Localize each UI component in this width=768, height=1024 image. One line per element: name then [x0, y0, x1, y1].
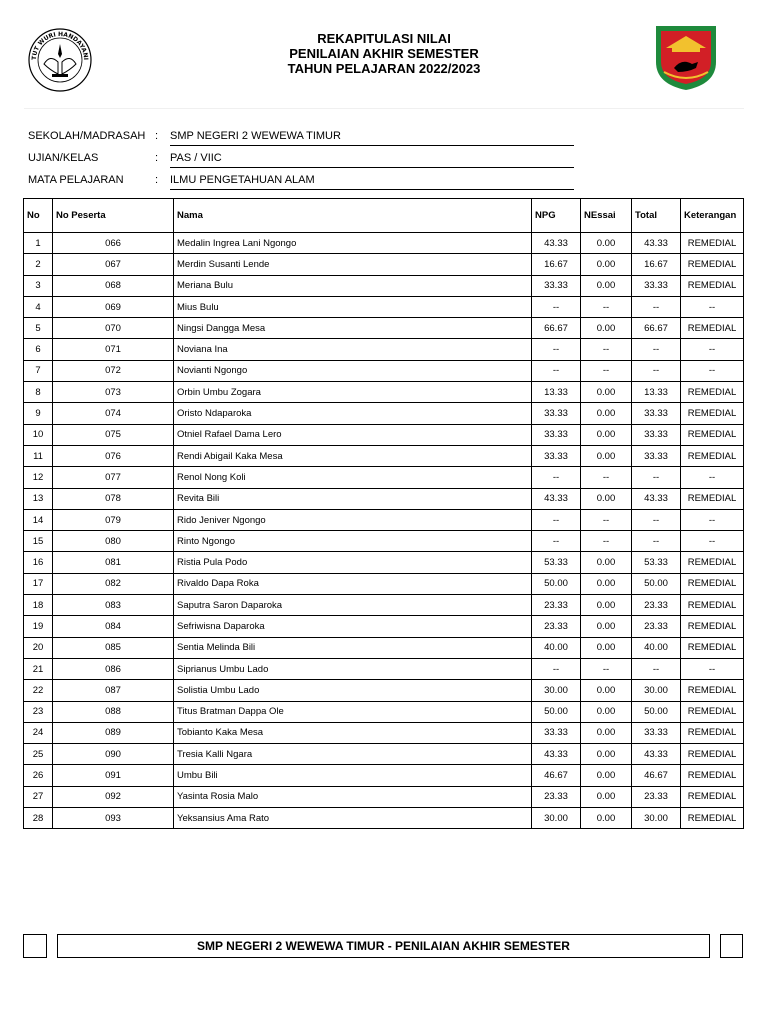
cell-nessai: 0.00 [581, 275, 632, 296]
cell-nama: Titus Bratman Dappa Ole [174, 701, 532, 722]
cell-nama: Noviana Ina [174, 339, 532, 360]
cell-no: 19 [24, 616, 53, 637]
cell-total: -- [632, 467, 681, 488]
cell-nessai: 0.00 [581, 403, 632, 424]
cell-nama: Orbin Umbu Zogara [174, 382, 532, 403]
cell-nama: Rido Jeniver Ngongo [174, 509, 532, 530]
cell-nama: Tresia Kalli Ngara [174, 744, 532, 765]
cell-no: 13 [24, 488, 53, 509]
cell-nama: Rivaldo Dapa Roka [174, 573, 532, 594]
cell-nessai: 0.00 [581, 765, 632, 786]
cell-keterangan: REMEDIAL [681, 616, 744, 637]
cell-keterangan: REMEDIAL [681, 424, 744, 445]
cell-keterangan: REMEDIAL [681, 403, 744, 424]
table-row [24, 233, 744, 254]
cell-total: 23.33 [632, 786, 681, 807]
cell-keterangan: REMEDIAL [681, 318, 744, 339]
header-npg: NPG [532, 199, 581, 233]
cell-no: 22 [24, 680, 53, 701]
cell-no: 3 [24, 275, 53, 296]
table-row [24, 467, 744, 488]
cell-npg: -- [532, 360, 581, 381]
table-body [24, 233, 744, 829]
table-row [24, 637, 744, 658]
cell-total: -- [632, 509, 681, 530]
cell-nessai: 0.00 [581, 595, 632, 616]
cell-no-peserta: 089 [53, 722, 174, 743]
cell-total: 33.33 [632, 403, 681, 424]
cell-no: 4 [24, 296, 53, 317]
cell-no-peserta: 077 [53, 467, 174, 488]
cell-total: 50.00 [632, 573, 681, 594]
cell-total: -- [632, 531, 681, 552]
cell-no: 2 [24, 254, 53, 275]
cell-nama: Merdin Susanti Lende [174, 254, 532, 275]
cell-no: 10 [24, 424, 53, 445]
cell-nama: Rendi Abigail Kaka Mesa [174, 445, 532, 466]
cell-no: 23 [24, 701, 53, 722]
cell-keterangan: -- [681, 467, 744, 488]
cell-keterangan: REMEDIAL [681, 233, 744, 254]
cell-total: 43.33 [632, 744, 681, 765]
cell-npg: -- [532, 296, 581, 317]
cell-no: 16 [24, 552, 53, 573]
cell-npg: -- [532, 467, 581, 488]
cell-npg: -- [532, 509, 581, 530]
cell-nama: Tobianto Kaka Mesa [174, 722, 532, 743]
cell-no: 9 [24, 403, 53, 424]
cell-nessai: 0.00 [581, 318, 632, 339]
cell-nama: Renol Nong Koli [174, 467, 532, 488]
header-keterangan: Keterangan [681, 199, 744, 233]
table-row [24, 339, 744, 360]
info-colon: : [155, 130, 159, 142]
cell-nessai: 0.00 [581, 744, 632, 765]
footer-left-box [23, 934, 47, 958]
table-row [24, 509, 744, 530]
cell-no-peserta: 079 [53, 509, 174, 530]
cell-keterangan: REMEDIAL [681, 275, 744, 296]
cell-no: 15 [24, 531, 53, 552]
cell-nama: Solistia Umbu Lado [174, 680, 532, 701]
cell-no: 18 [24, 595, 53, 616]
cell-npg: 66.67 [532, 318, 581, 339]
cell-no: 1 [24, 233, 53, 254]
info-value-class: PAS / VIIC [170, 152, 574, 168]
cell-no: 11 [24, 445, 53, 466]
table-row [24, 744, 744, 765]
cell-no: 21 [24, 658, 53, 679]
cell-nama: Meriana Bulu [174, 275, 532, 296]
cell-nama: Umbu Bili [174, 765, 532, 786]
cell-keterangan: REMEDIAL [681, 744, 744, 765]
footer-right-box [720, 934, 743, 958]
cell-no-peserta: 076 [53, 445, 174, 466]
cell-keterangan: REMEDIAL [681, 786, 744, 807]
cell-no: 25 [24, 744, 53, 765]
cell-nama: Siprianus Umbu Lado [174, 658, 532, 679]
cell-nessai: 0.00 [581, 722, 632, 743]
cell-no: 17 [24, 573, 53, 594]
cell-npg: 40.00 [532, 637, 581, 658]
cell-keterangan: REMEDIAL [681, 765, 744, 786]
cell-no-peserta: 074 [53, 403, 174, 424]
cell-nama: Ristia Pula Podo [174, 552, 532, 573]
table-row [24, 680, 744, 701]
cell-no-peserta: 093 [53, 808, 174, 829]
document-title [180, 31, 588, 76]
cell-nessai: 0.00 [581, 680, 632, 701]
table-row [24, 382, 744, 403]
table-row [24, 403, 744, 424]
cell-no-peserta: 066 [53, 233, 174, 254]
cell-no-peserta: 084 [53, 616, 174, 637]
cell-nama: Sentia Melinda Bili [174, 637, 532, 658]
cell-keterangan: -- [681, 509, 744, 530]
info-row-school [28, 128, 588, 150]
cell-nessai: -- [581, 339, 632, 360]
cell-no-peserta: 073 [53, 382, 174, 403]
header-nessai: NEssai [581, 199, 632, 233]
cell-nessai: -- [581, 360, 632, 381]
cell-npg: 30.00 [532, 680, 581, 701]
cell-no-peserta: 070 [53, 318, 174, 339]
cell-nessai: -- [581, 296, 632, 317]
info-value-school: SMP NEGERI 2 WEWEWA TIMUR [170, 130, 574, 146]
cell-total: 43.33 [632, 488, 681, 509]
table-row [24, 296, 744, 317]
cell-no: 6 [24, 339, 53, 360]
cell-no-peserta: 085 [53, 637, 174, 658]
cell-total: 23.33 [632, 595, 681, 616]
cell-no: 12 [24, 467, 53, 488]
cell-keterangan: REMEDIAL [681, 637, 744, 658]
cell-nama: Yeksansius Ama Rato [174, 808, 532, 829]
cell-total: 33.33 [632, 424, 681, 445]
header-no: No [24, 199, 53, 233]
cell-nessai: 0.00 [581, 382, 632, 403]
table-row [24, 254, 744, 275]
footer-banner: SMP NEGERI 2 WEWEWA TIMUR - PENILAIAN AKHIR SEMESTER [57, 934, 710, 958]
cell-no-peserta: 081 [53, 552, 174, 573]
title-line-3: TAHUN PELAJARAN 2022/2023 [287, 61, 481, 76]
cell-nessai: -- [581, 467, 632, 488]
table-row [24, 488, 744, 509]
regional-emblem-logo [652, 22, 720, 92]
info-label: MATA PELAJARAN [28, 174, 124, 186]
cell-npg: 43.33 [532, 233, 581, 254]
cell-no-peserta: 071 [53, 339, 174, 360]
table-row [24, 360, 744, 381]
table-row [24, 765, 744, 786]
table-row [24, 573, 744, 594]
cell-no: 28 [24, 808, 53, 829]
info-row-class [28, 150, 588, 172]
table-row [24, 424, 744, 445]
cell-keterangan: REMEDIAL [681, 573, 744, 594]
cell-total: 30.00 [632, 808, 681, 829]
cell-keterangan: -- [681, 339, 744, 360]
cell-keterangan: -- [681, 360, 744, 381]
cell-nessai: 0.00 [581, 786, 632, 807]
cell-keterangan: -- [681, 531, 744, 552]
cell-nessai: -- [581, 658, 632, 679]
cell-npg: 33.33 [532, 722, 581, 743]
cell-nama: Medalin Ingrea Lani Ngongo [174, 233, 532, 254]
cell-npg: 43.33 [532, 744, 581, 765]
cell-no-peserta: 075 [53, 424, 174, 445]
cell-npg: 53.33 [532, 552, 581, 573]
cell-no-peserta: 092 [53, 786, 174, 807]
cell-npg: 23.33 [532, 786, 581, 807]
cell-total: 53.33 [632, 552, 681, 573]
cell-npg: -- [532, 531, 581, 552]
cell-keterangan: REMEDIAL [681, 488, 744, 509]
cell-nama: Revita Bili [174, 488, 532, 509]
table-row [24, 616, 744, 637]
cell-npg: 33.33 [532, 445, 581, 466]
table-row [24, 531, 744, 552]
cell-keterangan: REMEDIAL [681, 808, 744, 829]
cell-total: 23.33 [632, 616, 681, 637]
cell-keterangan: -- [681, 658, 744, 679]
cell-total: 30.00 [632, 680, 681, 701]
cell-total: 13.33 [632, 382, 681, 403]
cell-npg: 50.00 [532, 701, 581, 722]
cell-nessai: 0.00 [581, 233, 632, 254]
cell-no-peserta: 072 [53, 360, 174, 381]
cell-nama: Ningsi Dangga Mesa [174, 318, 532, 339]
cell-total: 33.33 [632, 275, 681, 296]
cell-no: 8 [24, 382, 53, 403]
cell-nama: Novianti Ngongo [174, 360, 532, 381]
logo-left-text: TUT WURI HANDAYANI [30, 30, 90, 61]
table-row [24, 658, 744, 679]
cell-nessai: 0.00 [581, 637, 632, 658]
cell-nessai: 0.00 [581, 552, 632, 573]
title-line-1: REKAPITULASI NILAI [317, 31, 451, 46]
cell-total: -- [632, 296, 681, 317]
cell-no-peserta: 069 [53, 296, 174, 317]
cell-nessai: 0.00 [581, 254, 632, 275]
cell-total: 43.33 [632, 233, 681, 254]
cell-nama: Otniel Rafael Dama Lero [174, 424, 532, 445]
table-row [24, 722, 744, 743]
cell-no-peserta: 091 [53, 765, 174, 786]
cell-no-peserta: 090 [53, 744, 174, 765]
cell-nessai: 0.00 [581, 424, 632, 445]
cell-nama: Yasinta Rosia Malo [174, 786, 532, 807]
info-row-subject [28, 172, 588, 194]
cell-total: -- [632, 360, 681, 381]
cell-no: 26 [24, 765, 53, 786]
cell-npg: 50.00 [532, 573, 581, 594]
exam-info [28, 128, 588, 194]
cell-npg: 33.33 [532, 275, 581, 296]
cell-npg: 16.67 [532, 254, 581, 275]
header-divider [24, 108, 744, 109]
cell-total: 16.67 [632, 254, 681, 275]
cell-keterangan: REMEDIAL [681, 552, 744, 573]
cell-no-peserta: 083 [53, 595, 174, 616]
cell-no-peserta: 067 [53, 254, 174, 275]
cell-keterangan: REMEDIAL [681, 382, 744, 403]
cell-no-peserta: 080 [53, 531, 174, 552]
table-row [24, 445, 744, 466]
cell-nama: Saputra Saron Daparoka [174, 595, 532, 616]
cell-npg: -- [532, 339, 581, 360]
table-row [24, 275, 744, 296]
info-colon: : [155, 174, 159, 186]
cell-nessai: 0.00 [581, 445, 632, 466]
cell-nessai: 0.00 [581, 573, 632, 594]
cell-npg: 30.00 [532, 808, 581, 829]
cell-no-peserta: 068 [53, 275, 174, 296]
cell-npg: 46.67 [532, 765, 581, 786]
cell-total: -- [632, 339, 681, 360]
cell-no: 5 [24, 318, 53, 339]
cell-nama: Rinto Ngongo [174, 531, 532, 552]
cell-keterangan: -- [681, 296, 744, 317]
header-nama: Nama [174, 199, 532, 233]
grades-table [23, 198, 744, 829]
cell-nama: Mius Bulu [174, 296, 532, 317]
cell-npg: 33.33 [532, 403, 581, 424]
title-line-2: PENILAIAN AKHIR SEMESTER [289, 46, 479, 61]
table-row [24, 808, 744, 829]
cell-nessai: 0.00 [581, 616, 632, 637]
info-colon: : [155, 152, 159, 164]
cell-keterangan: REMEDIAL [681, 680, 744, 701]
cell-npg: 23.33 [532, 595, 581, 616]
cell-total: -- [632, 658, 681, 679]
table-row [24, 595, 744, 616]
info-label: UJIAN/KELAS [28, 152, 99, 164]
tut-wuri-handayani-logo [24, 24, 96, 92]
info-value-subject: ILMU PENGETAHUAN ALAM [170, 174, 574, 190]
cell-keterangan: REMEDIAL [681, 701, 744, 722]
cell-no-peserta: 086 [53, 658, 174, 679]
cell-no: 27 [24, 786, 53, 807]
cell-npg: -- [532, 658, 581, 679]
cell-no: 7 [24, 360, 53, 381]
table-row [24, 701, 744, 722]
cell-nessai: 0.00 [581, 488, 632, 509]
cell-npg: 23.33 [532, 616, 581, 637]
cell-keterangan: REMEDIAL [681, 595, 744, 616]
cell-nessai: 0.00 [581, 808, 632, 829]
cell-nama: Oristo Ndaparoka [174, 403, 532, 424]
cell-keterangan: REMEDIAL [681, 445, 744, 466]
cell-keterangan: REMEDIAL [681, 722, 744, 743]
cell-no-peserta: 088 [53, 701, 174, 722]
table-row [24, 318, 744, 339]
cell-no-peserta: 082 [53, 573, 174, 594]
cell-nessai: 0.00 [581, 701, 632, 722]
cell-total: 66.67 [632, 318, 681, 339]
header-total: Total [632, 199, 681, 233]
cell-total: 33.33 [632, 445, 681, 466]
table-row [24, 786, 744, 807]
cell-nessai: -- [581, 509, 632, 530]
cell-nama: Sefriwisna Daparoka [174, 616, 532, 637]
cell-total: 50.00 [632, 701, 681, 722]
cell-nessai: -- [581, 531, 632, 552]
cell-no: 14 [24, 509, 53, 530]
cell-total: 46.67 [632, 765, 681, 786]
table-row [24, 552, 744, 573]
table-header-row [24, 199, 744, 233]
cell-keterangan: REMEDIAL [681, 254, 744, 275]
cell-npg: 13.33 [532, 382, 581, 403]
cell-total: 33.33 [632, 722, 681, 743]
cell-npg: 43.33 [532, 488, 581, 509]
cell-total: 40.00 [632, 637, 681, 658]
page-header [0, 0, 768, 100]
cell-no-peserta: 087 [53, 680, 174, 701]
header-no-peserta: No Peserta [53, 199, 174, 233]
cell-no-peserta: 078 [53, 488, 174, 509]
cell-npg: 33.33 [532, 424, 581, 445]
cell-no: 24 [24, 722, 53, 743]
cell-no: 20 [24, 637, 53, 658]
info-label: SEKOLAH/MADRASAH [28, 130, 146, 142]
